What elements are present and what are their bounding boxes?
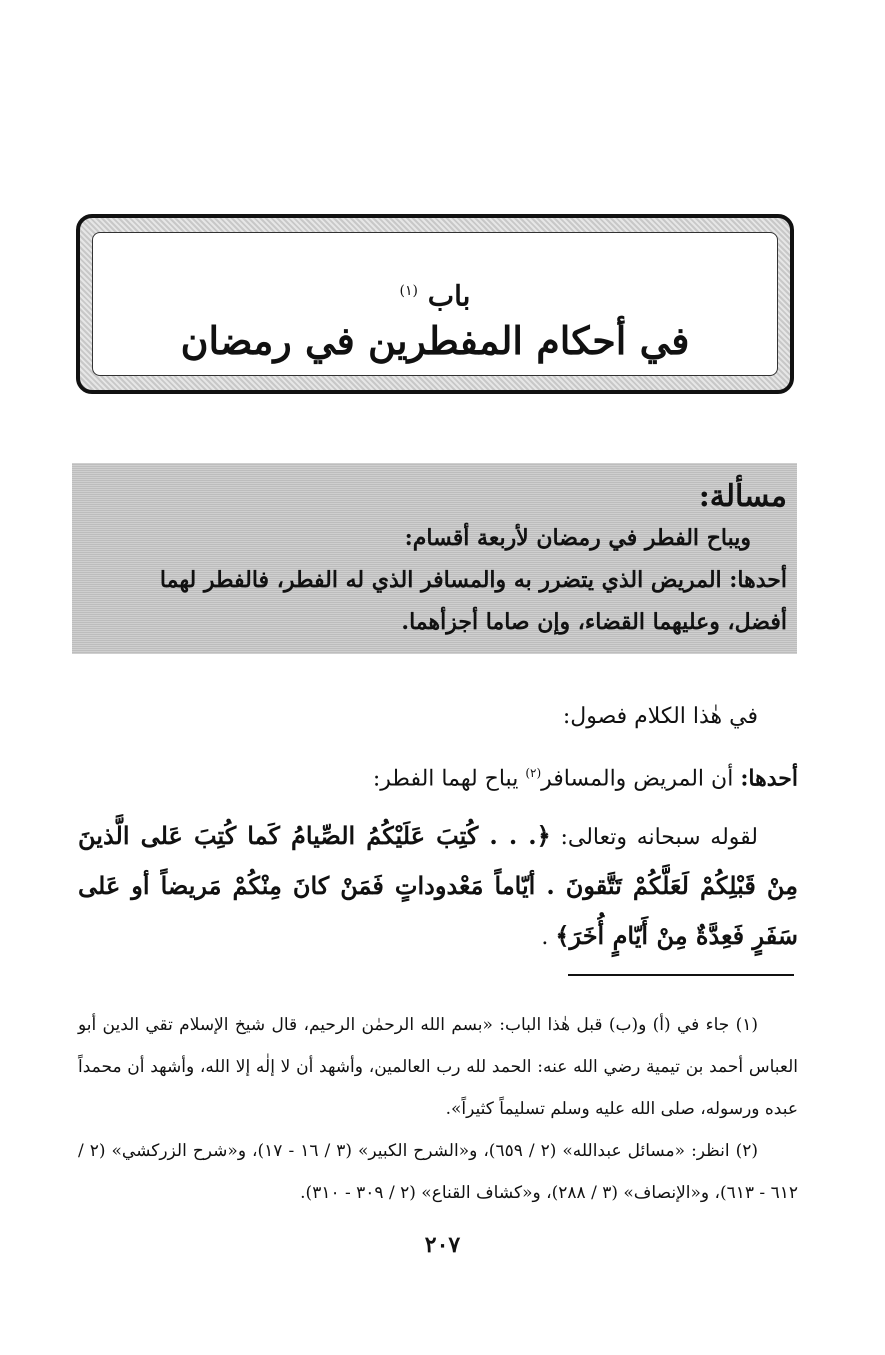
- chapter-label-text: باب: [427, 279, 471, 313]
- masalah-line-2: أحدها: المريض الذي يتضرر به والمسافر الذي له الفطر، فالفطر لهما: [159, 567, 787, 593]
- masalah-box: [72, 463, 797, 654]
- chapter-title-panel: [92, 232, 778, 376]
- verse-end: .: [541, 925, 549, 951]
- commentary-text: [78, 694, 798, 972]
- quote-prefix: لقوله سبحانه وتعالى:: [560, 825, 759, 851]
- footnote-1: (١) جاء في (أ) و(ب) قبل هٰذا الباب: «بسم الله الرحمٰن الرحيم، قال شيخ الإسلام تقي الدين أبو العباس أحمد بن تيمية رضي الله عنه: الحمد لله رب العالمين، وأشهد أن لا إلٰه إلا الله، وأشهد أن محمداً عبده ورسوله، صلى الله عليه وسلم تسليماً كثيراً».: [78, 1015, 798, 1119]
- chapter-label: [93, 275, 777, 312]
- masalah-line-3: أفضل، وعليهما القضاء، وإن صاما أجزأهما.: [401, 609, 787, 635]
- first-section-paragraph: [78, 750, 798, 802]
- chapter-title: في أحكام المفطرين في رمضان: [180, 318, 690, 363]
- quran-verse: ﴿. . . كُتِبَ عَلَيْكُمُ الصِّيامُ كَما كُتِبَ عَلى الَّذينَ مِنْ قَبْلِكُمْ لَعَلَّكُمْ تَتَّقونَ . أيّاماً مَعْدوداتٍ فَمَنْ كانَ مِنْكُمْ مَريضاً أو عَلى سَفَرٍ فَعِدَّةٌ مِنْ أَيّامٍ أُخَرَ﴾: [78, 821, 798, 951]
- first-section-label: أحدها:: [740, 765, 798, 792]
- chapter-footnote-marker: (١): [399, 283, 419, 299]
- first-section-text-b: يباح لهما الفطر:: [372, 766, 519, 792]
- footnotes: [78, 1004, 798, 1214]
- quran-quote-paragraph: [78, 812, 798, 962]
- first-section-text-a: أن المريض والمسافر: [541, 766, 734, 792]
- masalah-heading: مسألة:: [698, 479, 787, 514]
- intro-paragraph: في هٰذا الكلام فصول:: [562, 704, 758, 729]
- footnote-2: (٢) انظر: «مسائل عبدالله» (٢ / ٦٥٩)، و«الشرح الكبير» (٣ / ١٦ - ١٧)، و«شرح الزركشي» (٢ / ٦١٢ - ٦١٣)، و«الإنصاف» (٣ / ٢٨٨)، و«كشاف القناع» (٢ / ٣٠٩ - ٣١٠).: [78, 1141, 798, 1203]
- chapter-title-frame: [76, 214, 794, 394]
- masalah-line-1: ويباح الفطر في رمضان لأربعة أقسام:: [404, 525, 751, 551]
- footnote-marker-2: (٢): [525, 766, 542, 780]
- footnote-separator: [568, 974, 794, 976]
- page-number: ٢٠٧: [424, 1232, 461, 1258]
